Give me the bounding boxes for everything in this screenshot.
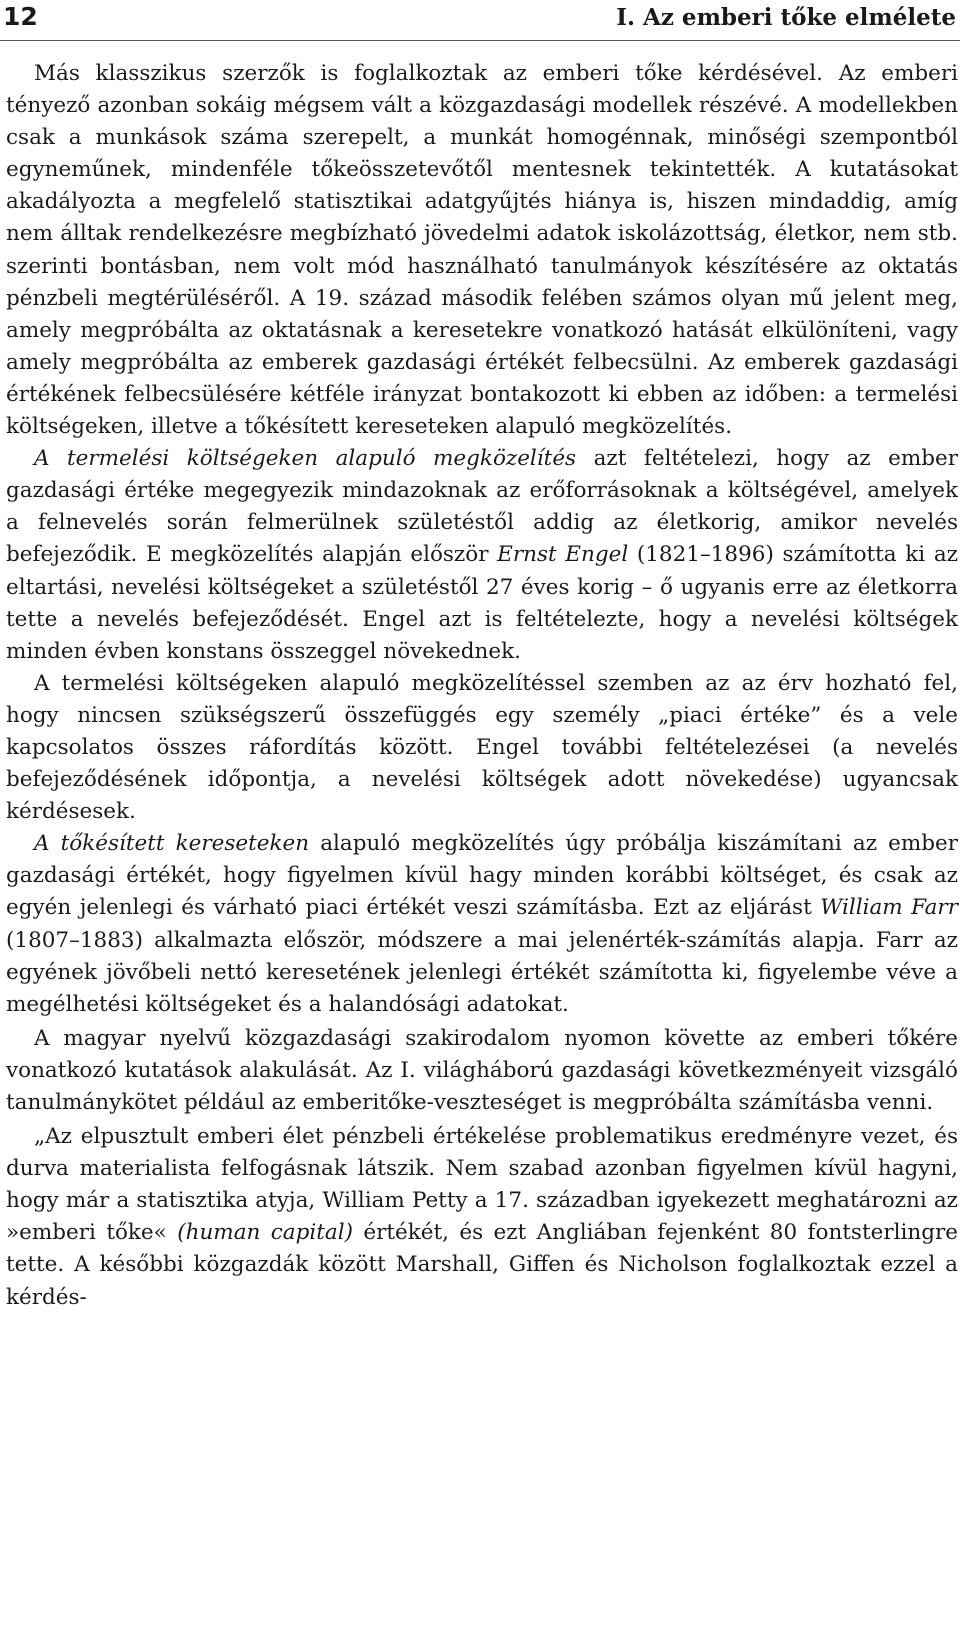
paragraph-4	[6, 828, 958, 1021]
text-segment: azt feltételezi, hogy az ember gazdasági értéke megegyezik mindazoknak az erőforrásoknak a költségével, amelyek a felnevelés során felmerülnek születéstől addig az életkorig, amikor nevelés befejeződik. E megközelítés alapján először	[6, 446, 958, 568]
italic-term: A tőkésített kereseteken	[34, 831, 310, 857]
paragraph-3	[6, 668, 958, 828]
page-header	[0, 0, 960, 40]
text-segment: (1821–1896) számította ki az eltartási, nevelési költségeket a születéstől 27 éves korig – ő ugyanis erre az életkorra tette a nevelés befejeződését. Engel azt is feltételezte, hogy a nevelési költségek minden évben konstans összeggel növekednek.	[6, 542, 958, 664]
text-segment: A termelési költségeken alapuló megközelítéssel szemben az az érv hozható fel, hogy nincsen szükségszerű összefüggés egy személy „piaci értéke” és a vele kapcsolatos összes ráfordítás között. Engel további feltételezései (a nevelés befejeződésének időpontja, a nevelési költségek adott növekedése) ugyancsak kérdésesek.	[6, 670, 958, 825]
italic-term: (human capital)	[177, 1220, 353, 1246]
page-number: 12	[3, 2, 38, 31]
text-segment: Más klasszikus szerzők is foglalkoztak az emberi tőke kérdésével. Az emberi tényező azonban sokáig mégsem vált a közgazdasági modellek részévé. A modellekben csak a munkások száma szerepelt, a munkát homogénnak, minőségi szempontból egyneműnek, mindenféle tőkeösszetevőtől mentesnek tekintették. A kutatásokat akadályozta a megfelelő statisztikai adatgyűjtés hiánya is, hiszen mindaddig, amíg nem álltak rendelkezésre megbízható jövedelmi adatok iskolázottság, életkor, nem stb. szerinti bontásban, nem volt mód használható tanulmányok készítésére az oktatás pénzbeli megtérüléséről. A 19. század második felében számos olyan mű jelent meg, amely megpróbálta az oktatásnak a keresetekre vonatkozó hatását elkülöníteni, vagy amely megpróbálta az emberek gazdasági értékét felbecsülni. Az emberek gazdasági értékének felbecsülésére kétféle irányzat bontakozott ki ebben az időben: a termelési költségeken, illetve a tőkésített kereseteken alapuló megközelítés.	[6, 61, 958, 440]
header-rule	[0, 40, 960, 41]
paragraph-1	[6, 58, 958, 443]
italic-term: A termelési költségeken alapuló megközelítés	[34, 446, 577, 472]
paragraph-5	[6, 1023, 958, 1119]
italic-name: Ernst Engel	[497, 542, 629, 568]
text-segment: (1807–1883) alkalmazta először, módszere a mai jelenérték-számítás alapja. Farr az egyének jövőbeli nettó keresetének jelenlegi értékét számította ki, figyelembe véve a megélhetési költségeket és a halandósági adatokat.	[6, 927, 958, 1017]
paragraph-6-quotation	[6, 1121, 958, 1314]
running-title: I. Az emberi tőke elmélete	[616, 4, 956, 31]
body-text	[6, 58, 958, 1314]
italic-name: William Farr	[820, 895, 958, 921]
text-segment: alapuló megközelítés úgy próbálja kiszámítani az ember gazdasági értékét, hogy figyelmen kívül hagy minden korábbi költséget, és csak az egyén jelenlegi és várható piaci értékét veszi számításba. Ezt az eljárást	[6, 831, 959, 921]
paragraph-2	[6, 443, 958, 668]
text-segment: „Az elpusztult emberi élet pénzbeli értékelése problematikus eredményre vezet, és durva materialista felfogásnak látszik. Nem szabad azonban figyelmen kívül hagyni, hogy már a statisztika atyja, William Petty a 17. században igyekezett meghatározni az »emberi tőke«	[6, 1124, 958, 1246]
text-segment: értékét, és ezt Angliában fejenként 80 fontsterlingre tette. A későbbi közgazdák között Marshall, Giffen és Nicholson foglalkoztak ezzel a kérdés-	[6, 1220, 958, 1310]
text-segment: A magyar nyelvű közgazdasági szakirodalom nyomon követte az emberi tőkére vonatkozó kutatások alakulását. Az I. világháború gazdasági következményeit vizsgáló tanulmánykötet például az emberitőke-veszteséget is megpróbálta számításba venni.	[6, 1025, 958, 1115]
